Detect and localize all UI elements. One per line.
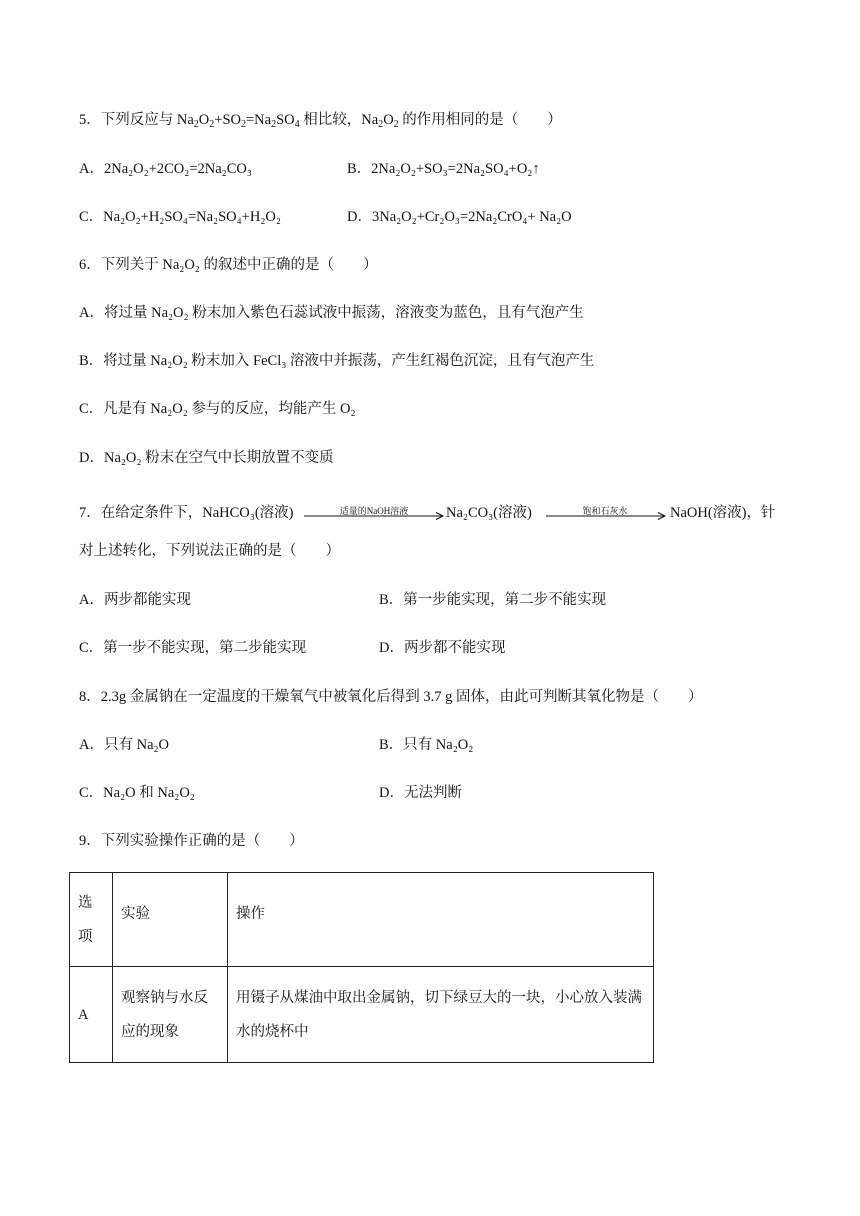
table-header-row [70, 873, 654, 967]
q7-arrow1-label: 适量的NaOH溶液 [339, 506, 409, 516]
q7-option-a: A．两步都能实现 [79, 592, 191, 608]
q7-option-b: B．第一步能实现，第二步不能实现 [379, 592, 607, 608]
row-operation: 用镊子从煤油中取出金属钠，切下绿豆大的一块，小心放入装满水的烧杯中 [228, 967, 654, 1063]
q8-option-a: A．只有 Na₂O [79, 737, 170, 753]
q5-stem-part: O [383, 112, 394, 128]
q6-option-a: A．将过量 Na₂O₂ 粉末加入紫色石蕊试液中振荡，溶液变为蓝色，且有气泡产生 [79, 305, 584, 321]
q8-option-c: C．Na₂O 和 Na₂O₂ [79, 785, 195, 801]
q7-stem-line2: 对上述转化，下列说法正确的是（ ） [79, 543, 340, 559]
q5-stem-part: =Na [246, 112, 272, 128]
q5-option-d: D．3Na₂O₂+Cr₂O₃=2Na₂CrO₄+ Na₂O [347, 209, 572, 225]
q8-stem: 8．2.3g 金属钠在一定温度的干燥氧气中被氧化后得到 3.7 g 固体，由此可判断其氧化物是（ ） [79, 689, 703, 705]
q6-stem: 6．下列关于 Na₂O₂ 的叙述中正确的是（ ） [79, 257, 378, 273]
q6-option-c: C．凡是有 Na₂O₂ 参与的反应，均能产生 O₂ [79, 401, 356, 417]
q7-option-d: D．两步都不能实现 [379, 640, 506, 656]
q5-stem-part: +SO [214, 112, 241, 128]
q6-option-d: D．Na₂O₂ 粉末在空气中长期放置不变质 [79, 450, 334, 466]
q8-option-d: D．无法判断 [379, 785, 462, 801]
q5-option-c: C．Na₂O₂+H₂SO₄=Na₂SO₄+H₂O₂ [79, 209, 281, 225]
row-experiment: 观察钠与水反应的现象 [113, 967, 228, 1063]
q5-option-b: B．2Na₂O₂+SO₃=2Na₂SO₄+O₂↑ [347, 161, 540, 177]
q9-table [69, 872, 654, 1063]
row-option: A [70, 967, 113, 1063]
q7-arrow1-icon [304, 511, 446, 521]
q8-option-b: B．只有 Na₂O₂ [379, 737, 474, 753]
q5-stem-part: SO [276, 112, 295, 128]
header-experiment: 实验 [113, 873, 228, 967]
table-row [70, 967, 654, 1063]
q7-end: NaOH(溶液)，针 [670, 505, 776, 521]
header-operation: 操作 [228, 873, 654, 967]
q7-arrow2-icon [546, 511, 668, 521]
q5-stem-part: 的作用相同的是（ ） [398, 112, 562, 128]
q7-start: 7．在给定条件下，NaHCO₃(溶液) [79, 505, 294, 521]
q5-stem-part: 5．下列反应与 Na [79, 112, 194, 128]
q7-mid: Na₂CO₃(溶液) [446, 505, 532, 521]
q9-stem: 9．下列实验操作正确的是（ ） [79, 833, 304, 849]
q5-stem: 5．下列反应与 $Na_2O_2+SO_2=Na_2SO_4$ 相比较，$Na_2O_2$ 的作用相同的是（ ） [79, 112, 562, 130]
q5-stem-part: 相比较，Na [299, 112, 379, 128]
q5-stem-part: O [198, 112, 210, 128]
q6-option-b: B．将过量 Na₂O₂ 粉末加入 FeCl₃ 溶液中并振荡，产生红褐色沉淀，且有气泡产生 [79, 353, 595, 369]
q7-option-c: C．第一步不能实现，第二步能实现 [79, 640, 307, 656]
q7-arrow2-label: 饱和石灰水 [582, 506, 628, 516]
q5-option-a: A．2Na₂O₂+2CO₂=2Na₂CO₃ [79, 161, 252, 177]
header-option: 选项 [70, 873, 113, 967]
